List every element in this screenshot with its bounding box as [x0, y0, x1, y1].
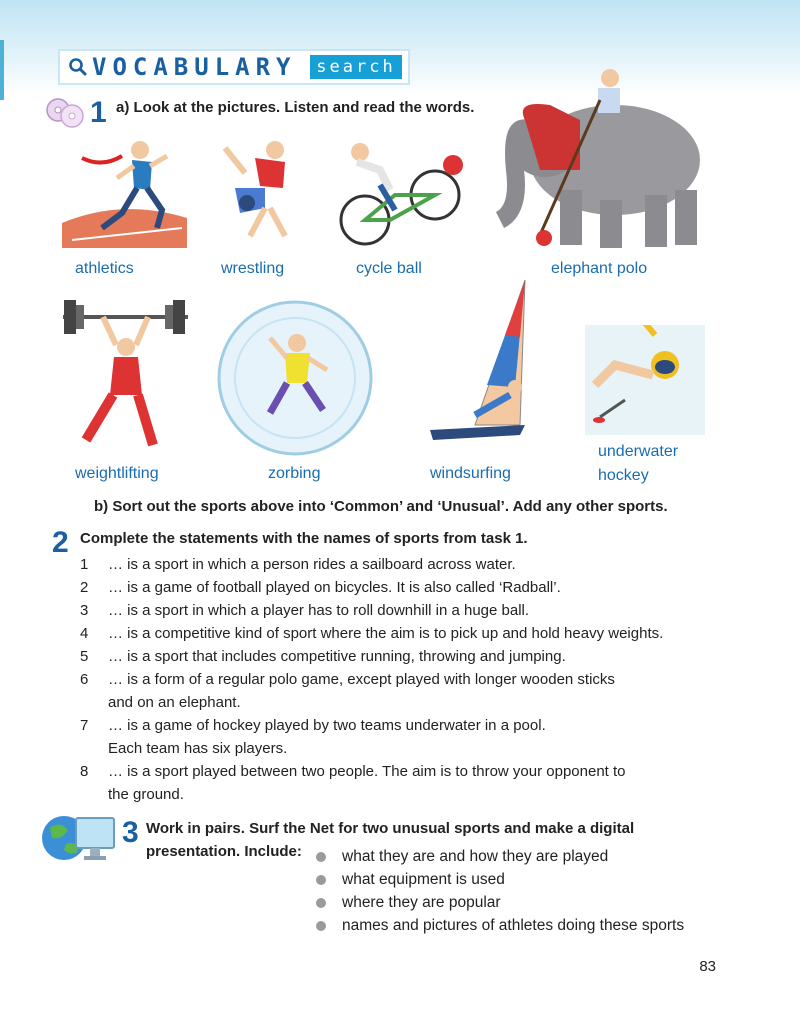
sport-label-cycle-ball: cycle ball — [356, 260, 422, 277]
task-3-number: 3 — [122, 816, 139, 849]
bullet-icon — [316, 875, 326, 885]
statement-8-cont: the ground. — [108, 786, 184, 803]
task-2-number: 2 — [52, 526, 69, 559]
statement-7-cont: Each team has six players. — [108, 740, 288, 757]
zorbing-image — [215, 298, 375, 463]
vocabulary-search-header — [58, 49, 410, 85]
wrestling-image — [205, 128, 305, 253]
elephant-polo-image — [470, 60, 730, 260]
page-number: 83 — [699, 958, 716, 975]
statement-6: 6 … is a form of a regular polo game, except played with longer wooden sticks — [80, 671, 615, 688]
task-3-instruction-line1: Work in pairs. Surf the Net for two unusual sports and make a digital — [146, 820, 635, 837]
statement-4: 4 … is a competitive kind of sport where the aim is to pick up and hold heavy weights. — [80, 625, 664, 642]
include-item: names and pictures of athletes doing these sports — [316, 914, 684, 937]
page-edge-marker — [0, 40, 4, 100]
cycle-ball-image — [335, 140, 475, 255]
magnifier-icon — [64, 57, 92, 77]
underwater-hockey-image — [585, 325, 705, 440]
sport-label-wrestling: wrestling — [221, 260, 285, 277]
sport-label-windsurfing: windsurfing — [430, 465, 511, 482]
vocabulary-title: VOCABULARY — [92, 53, 297, 81]
statement-1: 1 … is a sport in which a person rides a sailboard across water. — [80, 556, 516, 573]
sport-label-hockey: hockey — [598, 467, 649, 484]
task-3-instruction-line2: presentation. Include: — [146, 843, 302, 860]
statement-2: 2 … is a game of football played on bicycles. It is also called ‘Radball’. — [80, 579, 561, 596]
statement-7: 7 … is a game of hockey played by two teams underwater in a pool. — [80, 717, 546, 734]
bullet-icon — [316, 898, 326, 908]
statement-6-cont: and on an elephant. — [108, 694, 241, 711]
task-1a-instruction: a) Look at the pictures. Listen and read the words. — [116, 99, 475, 116]
sport-label-athletics: athletics — [75, 260, 134, 277]
statement-3: 3 … is a sport in which a player has to roll downhill in a huge ball. — [80, 602, 530, 619]
weightlifting-image — [58, 295, 193, 460]
sport-label-underwater: underwater — [598, 443, 679, 460]
task-1b-instruction: b) Sort out the sports above into ‘Common’ and ‘Unusual’. Add any other sports. — [94, 498, 668, 515]
include-item: where they are popular — [316, 891, 684, 914]
sport-label-zorbing: zorbing — [268, 465, 321, 482]
task-2-instruction: Complete the statements with the names of sports from task 1. — [80, 530, 528, 547]
sport-label-weightlifting: weightlifting — [75, 465, 159, 482]
sport-label-elephant-polo: elephant polo — [551, 260, 648, 277]
statement-list — [80, 553, 740, 806]
include-item: what equipment is used — [316, 868, 684, 891]
include-item: what they are and how they are played — [316, 845, 684, 868]
include-list — [316, 845, 684, 937]
search-tag: search — [310, 55, 402, 79]
task-1-number: 1 — [90, 96, 107, 129]
bullet-icon — [316, 921, 326, 931]
athletics-runner-image — [62, 128, 192, 253]
bullet-icon — [316, 852, 326, 862]
statement-5: 5 … is a sport that includes competitive running, throwing and jumping. — [80, 648, 566, 665]
windsurfing-image — [425, 275, 535, 450]
globe-computer-icon — [40, 810, 120, 871]
statement-8: 8 … is a sport played between two people. The aim is to throw your opponent to — [80, 763, 626, 780]
